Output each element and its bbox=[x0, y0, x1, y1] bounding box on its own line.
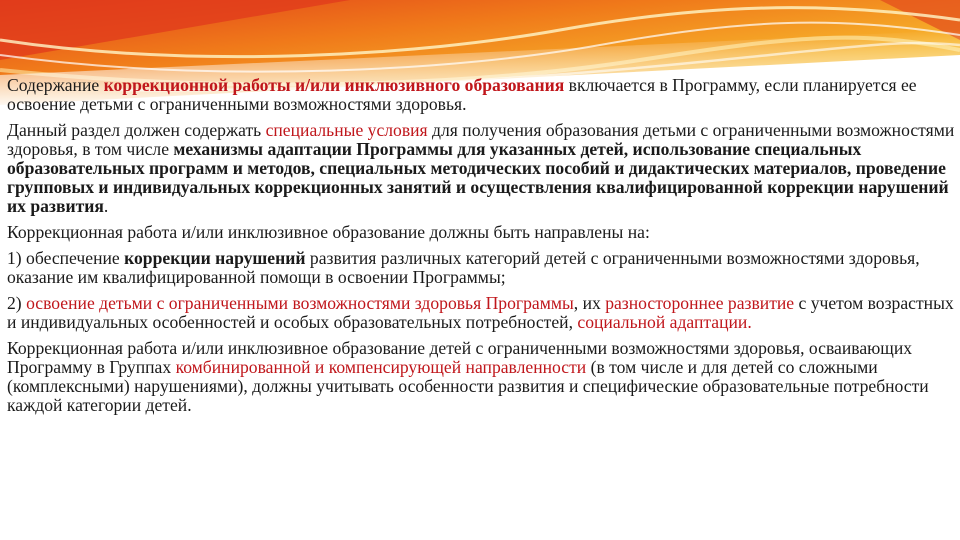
paragraph-groups: Коррекционная работа и/или инклюзивное образование детей с ограниченными возможностями здоровья, осваивающих Программу в Группах комбинированной и компенсирующей направленности (в том числе и для детей со сложными (комплексными) нарушениями), должны учитывать особенности развития и специфические образовательные потребности каждой категории детей. bbox=[7, 338, 929, 415]
paragraph-item-2: 2) освоение детьми с ограниченными возможностями здоровья Программы, их разностороннее развитие с учетом возрастных и индивидуальных особенностей и особых образовательных потребностей, социальной адаптации. bbox=[7, 293, 954, 332]
paragraph-directed-at: Коррекционная работа и/или инклюзивное образование должны быть направлены на: bbox=[7, 222, 650, 242]
paragraph-item-1: 1) обеспечение коррекции нарушений развития различных категорий детей с ограниченными возможностями здоровья, оказание им квалифицированной помощи в освоении Программы; bbox=[7, 248, 920, 287]
paragraph-section-requirements: Данный раздел должен содержать специальные условия для получения образования детьми с ограниченными возможностями здоровья, в том числе механизмы адаптации Программы для указанных детей, использование специальных образовательных программ и методов, специальных методических пособий и дидактических материалов, проведение групповых и индивидуальных коррекционных занятий и осуществления квалифицированной коррекции нарушений их развития. bbox=[7, 120, 955, 216]
paragraph-content-inclusion: Содержание коррекционной работы и/или инклюзивного образования включается в Программу, если планируется ее освоение детьми с ограниченными возможностями здоровья. bbox=[7, 75, 917, 114]
slide-content bbox=[7, 76, 955, 422]
